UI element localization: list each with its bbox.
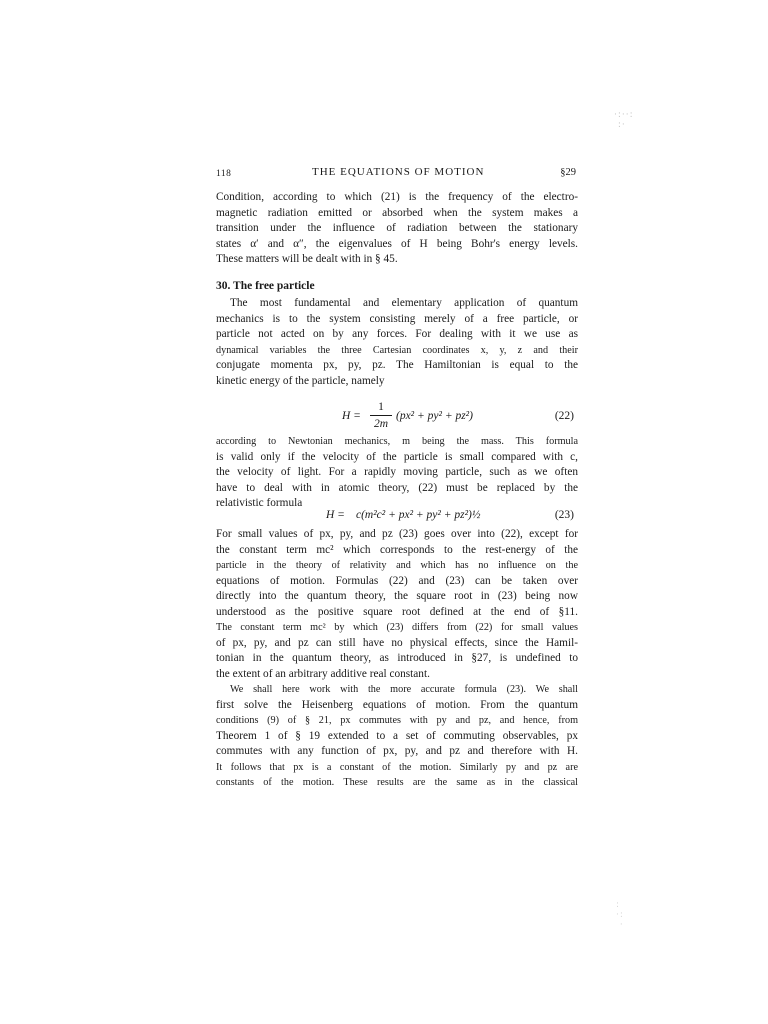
text-line: We shall here work with the more accurate formula (23). We shall — [230, 684, 578, 695]
equation-number: (23) — [554, 509, 574, 521]
equation-22 — [216, 400, 578, 434]
running-head — [216, 166, 578, 184]
section-marker: §29 — [560, 167, 576, 178]
text-line: The constant term mc² by which (23) differs from (22) for small values — [216, 622, 578, 633]
fraction-numerator: 1 — [378, 401, 384, 413]
equation-lhs: H = — [326, 509, 345, 521]
text-line: equations of motion. Formulas (22) and (23) can be taken over — [216, 574, 578, 587]
text-line: understood as the positive square root defined at the end of §11. — [216, 605, 578, 618]
equation-lhs: H = — [342, 410, 361, 422]
scan-artifact-bottom: : ·: · — [616, 900, 624, 930]
text-line: commutes with any function of px, py, and pz and therefore with H. — [216, 745, 578, 757]
text-line: conditions (9) of § 21, px commutes with py and pz, and hence, from — [216, 715, 578, 726]
fraction-denominator: 2m — [373, 418, 389, 430]
paragraph-1 — [216, 190, 578, 268]
paragraph-4 — [216, 527, 578, 791]
text-line: kinetic energy of the particle, namely — [216, 374, 385, 387]
text-line: These matters will be dealt with in § 45. — [216, 253, 398, 265]
text-line: For small values of px, py, and pz (23) goes over into (22), except for — [216, 528, 578, 540]
text-line: constants of the motion. These results are the same as in the classical — [216, 777, 578, 788]
text-line: The most fundamental and elementary application of quantum — [230, 297, 578, 309]
paragraph-3 — [216, 434, 578, 512]
text-line: mechanics is to the system consisting merely of a free particle, or — [216, 312, 578, 325]
equation-number: (22) — [554, 410, 574, 422]
text-line: is valid only if the velocity of the particle is small compared with c, — [216, 450, 578, 463]
text-line: of px, py, and pz can still have no physical effects, since the Hamil- — [216, 636, 578, 649]
text-line: magnetic radiation emitted or absorbed when the system makes a — [216, 206, 578, 219]
text-line: particle in the theory of relativity and which has no influence on the — [216, 560, 578, 571]
text-line: relativistic formula — [216, 497, 303, 509]
fraction-bar — [370, 415, 392, 416]
text-line: tonian in the quantum theory, as introduced in §27, is undefined to — [216, 652, 578, 664]
chapter-title: THE EQUATIONS OF MOTION — [312, 166, 485, 178]
text-line: It follows that px is a constant of the motion. Similarly py and pz are — [216, 761, 578, 773]
text-line: the constant term mc² which corresponds to the rest-energy of the — [216, 543, 578, 556]
text-line: have to deal with in atomic theory, (22) must be replaced by the — [216, 481, 578, 494]
equation-rhs: (px² + py² + pz²) — [396, 410, 473, 422]
text-line: directly into the quantum theory, the square root in (23) being now — [216, 590, 578, 602]
section-heading: 30. The free particle — [216, 280, 315, 292]
scan-artifact-top: ·:··: :· — [614, 110, 634, 130]
text-line: Condition, according to which (21) is the frequency of the electro- — [216, 191, 578, 203]
text-line: first solve the Heisenberg equations of motion. From the quantum — [216, 698, 578, 711]
text-line: conjugate momenta px, py, pz. The Hamiltonian is equal to the — [216, 359, 578, 371]
text-line: the extent of an arbitrary additive real constant. — [216, 667, 430, 680]
fraction — [370, 400, 392, 431]
text-line: Theorem 1 of § 19 extended to a set of commuting observables, px — [216, 729, 578, 742]
equation-rhs: c(m²c² + px² + py² + pz²)½ — [356, 509, 481, 521]
text-line: according to Newtonian mechanics, m being the mass. This formula — [216, 436, 578, 447]
text-line: dynamical variables the three Cartesian coordinates x, y, z and their — [216, 344, 578, 356]
text-line: transition under the influence of radiation between the stationary — [216, 222, 578, 234]
equation-23 — [216, 509, 578, 527]
paragraph-2 — [216, 296, 578, 389]
text-line: states α′ and α″, the eigenvalues of H being Bohr's energy levels. — [216, 237, 578, 250]
text-line: the velocity of light. For a rapidly moving particle, such as we often — [216, 466, 578, 478]
page-number: 118 — [216, 169, 232, 179]
text-line: particle not acted on by any forces. For dealing with it we use as — [216, 328, 578, 340]
